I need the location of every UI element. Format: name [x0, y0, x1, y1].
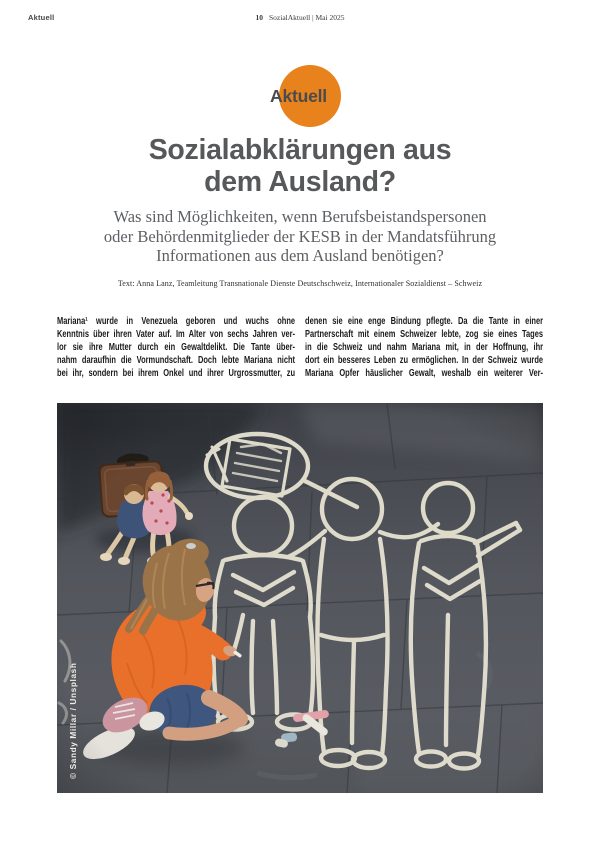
article-title: Sozialabklärungen aus dem Ausland?: [148, 134, 452, 198]
running-header-section: Aktuell: [28, 13, 55, 22]
photo-credit: © Sandy Millar / Unsplash: [68, 662, 78, 779]
article-subtitle: Was sind Möglichkeiten, wenn Berufsbeistandspersonen oder Behördenmitglieder der KESB in der Mandatsführung Informationen aus dem Ausland benötigen?: [103, 207, 497, 265]
article-photo: [57, 403, 543, 793]
photo-vignette: [57, 403, 543, 793]
page-number: 10: [255, 13, 264, 22]
magazine-name: SozialAktuell | Mai 2025: [269, 13, 345, 22]
section-badge-label: Aktuell: [270, 86, 327, 106]
body-column-1: Mariana¹ wurde in Venezuela geboren und wuchs ohne Kenntnis über ihren Vater auf. Im Alter von sechs Jahren ver- lor sie ihre Mutter durch ein Gewaltdelikt. Die Tante über- nahm daraufhin die Vormundschaft. Doch lebte Mariana nicht bei ihr, sondern bei ihrem Onkel und ihrer Urgrossmutter, zu: [57, 316, 296, 379]
body-column-2: denen sie eine enge Bindung pflegte. Da die Tante in einer Partnerschaft mit einem Schweizer lebte, zog sie eines Tages in die Schweiz und nahm Mariana mit, in der Hoffnung, ihr dort ein besseres Leben zu ermöglichen. In der Schweiz wurde Mariana Opfer häuslicher Gewalt, weshalb ein weiterer Ver-: [305, 316, 544, 379]
article-byline: Text: Anna Lanz, Teamleitung Transnationale Dienste Deutschschweiz, Internationaler Sozialdienst – Schweiz: [117, 279, 483, 288]
running-header-issue: [0, 13, 600, 22]
